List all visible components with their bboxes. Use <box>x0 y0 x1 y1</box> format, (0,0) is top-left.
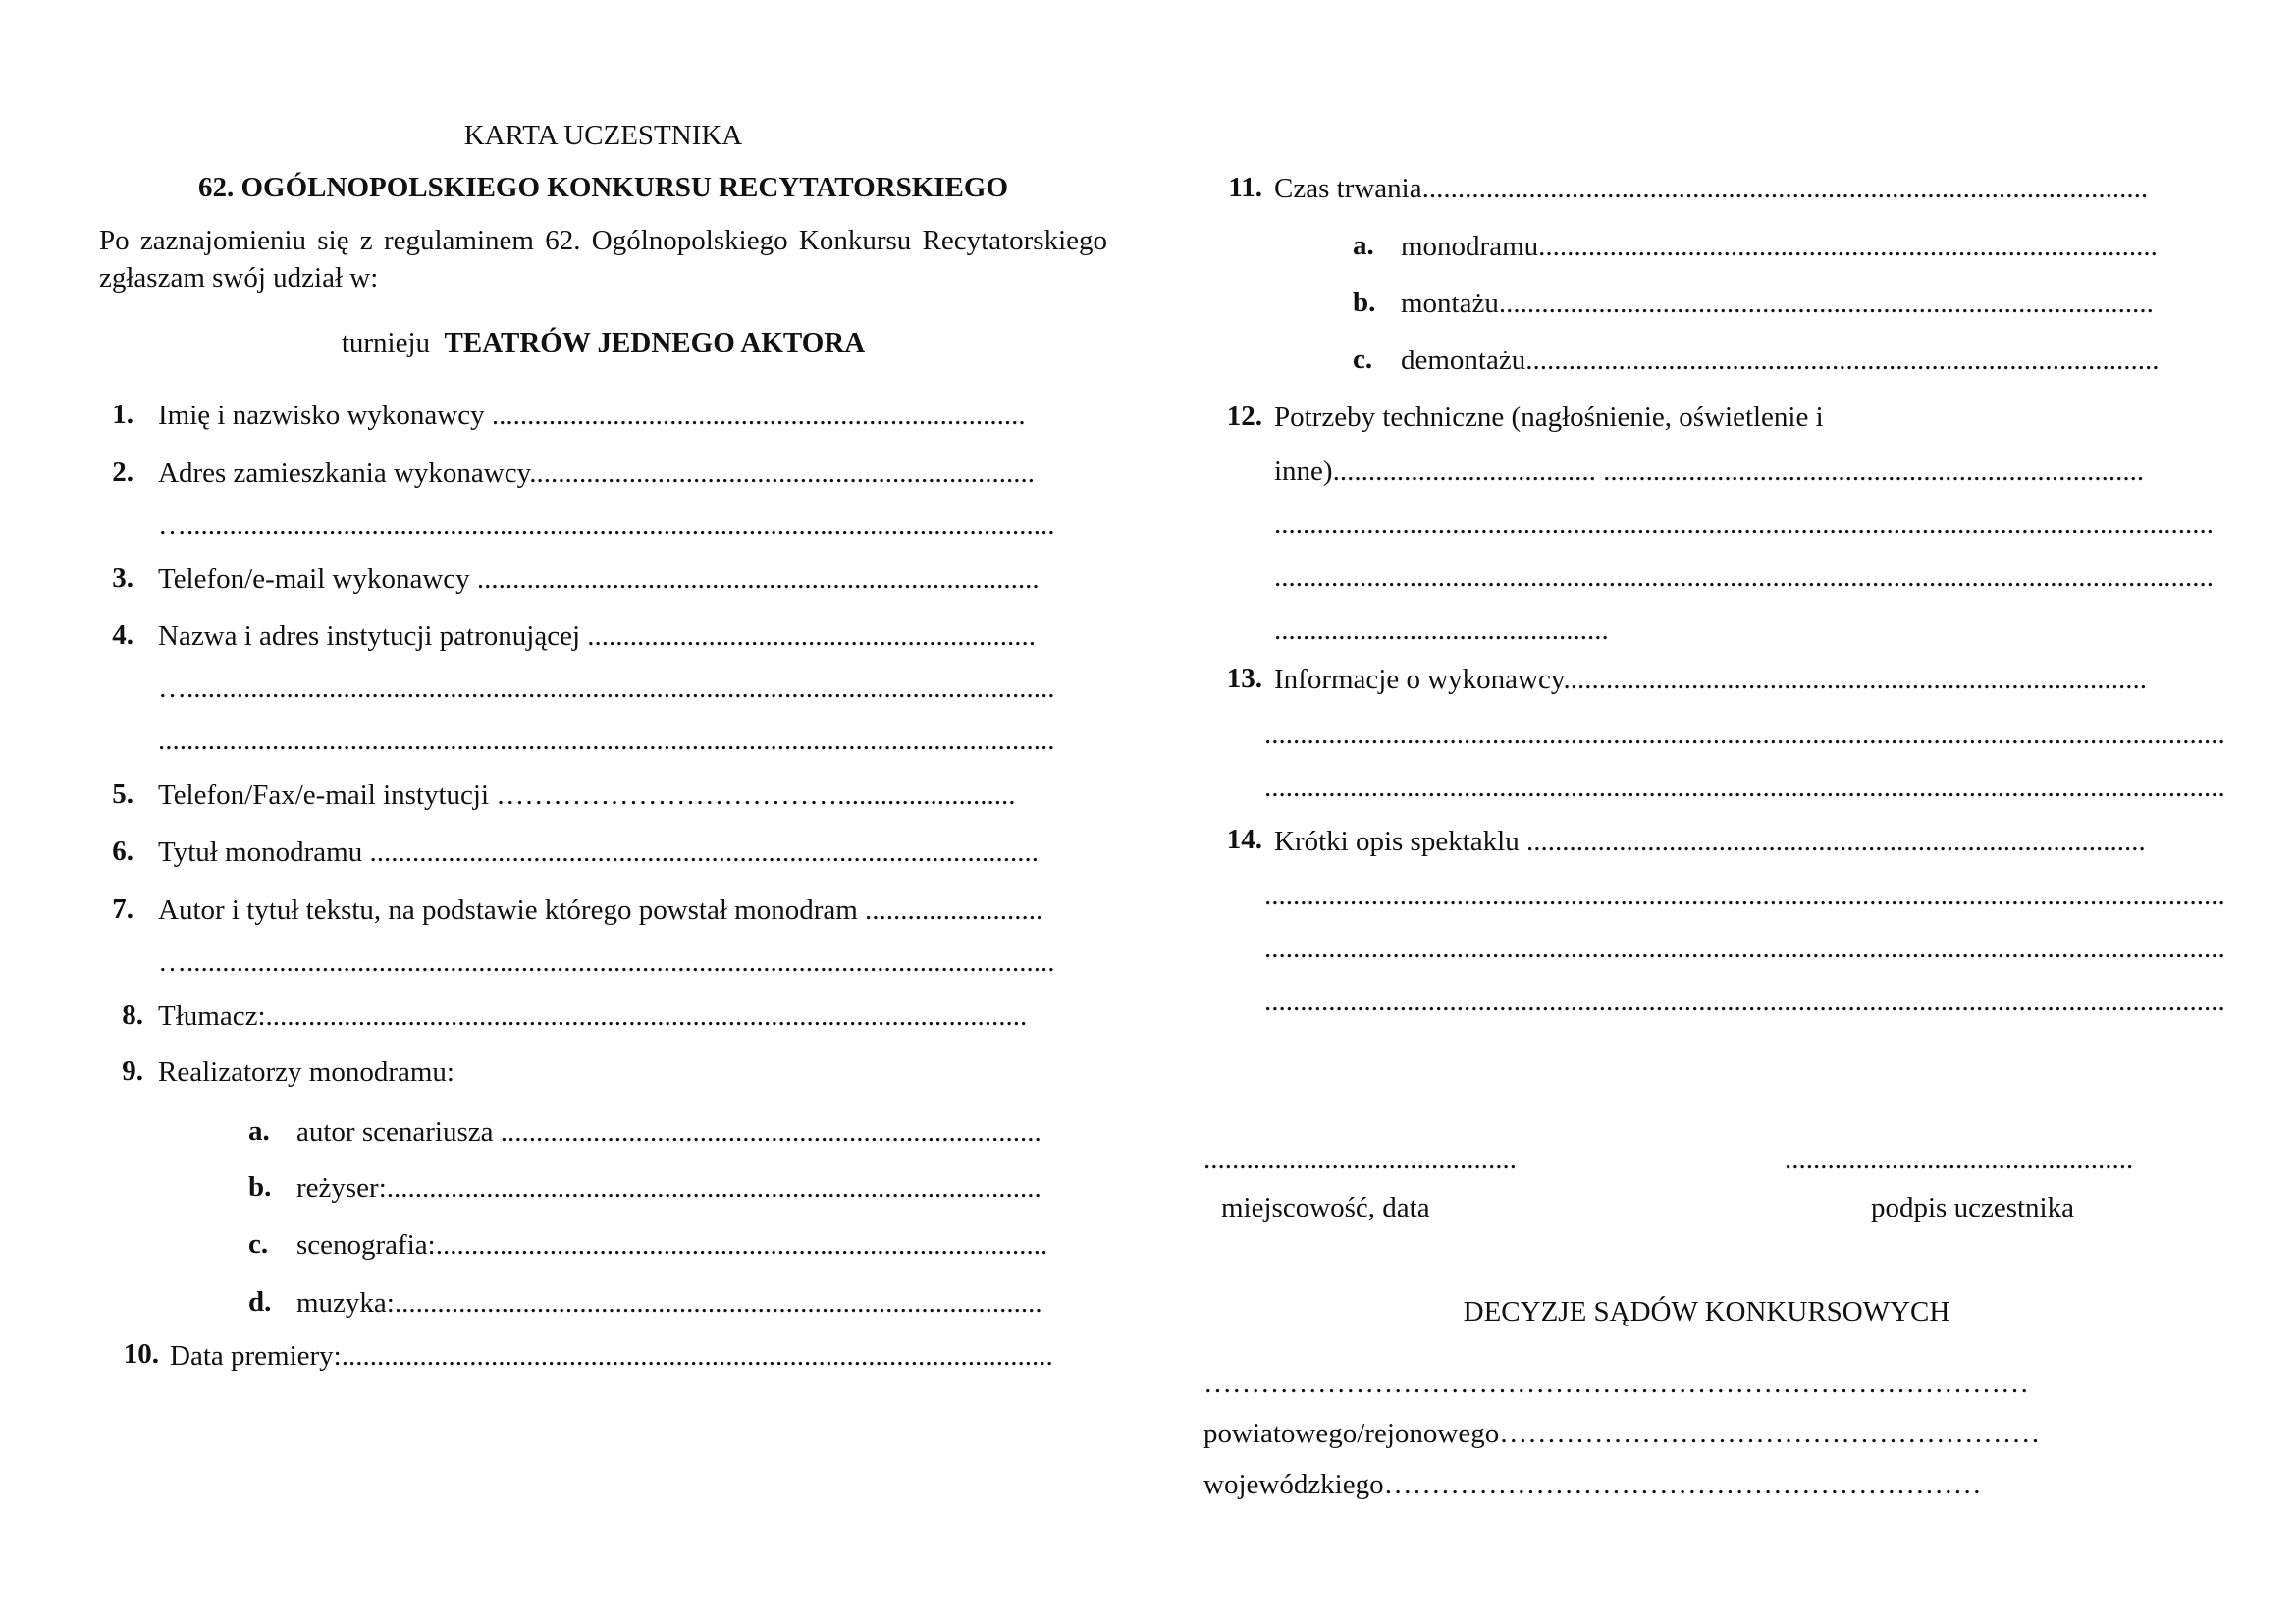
field-place-date[interactable]: ............................................ <box>1203 1144 1517 1175</box>
subitem-letter: c. <box>1353 344 1373 375</box>
field-institution-contact[interactable]: Telefon/Fax/e-mail instytucji ………………………………......................... <box>158 780 1016 811</box>
field-show-description-cont[interactable]: ....................................................................................................................................... <box>1264 986 2225 1017</box>
item-number: 11. <box>1228 172 1262 203</box>
subitem-letter: a. <box>248 1115 270 1147</box>
realizers-heading: Realizatorzy monodramu: <box>158 1056 454 1088</box>
decisions-title: DECYZJE SĄDÓW KONKURSOWYCH <box>1463 1296 1950 1327</box>
field-premiere-date[interactable]: Data premiery:.................................................................................................... <box>170 1340 1053 1372</box>
subitem-letter: b. <box>1353 287 1376 318</box>
field-participant-address[interactable]: Adres zamieszkania wykonawcy....................................................................... <box>158 458 1035 489</box>
field-translator[interactable]: Tłumacz:........................................................................................................... <box>158 1001 1028 1032</box>
item-number: 6. <box>112 836 133 867</box>
item-number: 5. <box>112 779 133 810</box>
item-number: 10. <box>123 1338 159 1370</box>
field-monodrama-title[interactable]: Tytuł monodramu .............................................................................................. <box>158 837 1039 868</box>
item-number: 7. <box>112 893 133 925</box>
field-duration-monodrama[interactable]: monodramu....................................................................................... <box>1401 231 2158 262</box>
subitem-letter: d. <box>248 1286 272 1318</box>
field-show-description-cont[interactable]: ....................................................................................................................................... <box>1264 933 2225 964</box>
field-decision-voivodeship[interactable]: wojewódzkiego……………………………………………………… <box>1203 1469 1982 1500</box>
item-number: 3. <box>112 563 133 594</box>
field-show-description[interactable]: Krótki opis spektaklu ....................................................................................... <box>1274 826 2146 857</box>
field-participant-contact[interactable]: Telefon/e-mail wykonawcy ............................................................................... <box>158 564 1040 595</box>
field-performer-info-cont[interactable]: ....................................................................................................................................... <box>1264 719 2225 750</box>
field-music[interactable]: muzyka:........................................................................................... <box>296 1287 1042 1319</box>
field-script-author[interactable]: autor scenariusza ............................................................................ <box>296 1116 1041 1148</box>
tournament-prefix: turnieju <box>341 327 431 358</box>
field-text-author-cont[interactable]: ….......................................................................................................................... <box>158 947 1055 978</box>
field-director[interactable]: reżyser:............................................................................................ <box>296 1172 1041 1204</box>
field-participant-address-cont[interactable]: ….......................................................................................................................... <box>158 510 1055 541</box>
field-signature[interactable]: ................................................. <box>1785 1144 2134 1175</box>
field-show-description-cont[interactable]: ....................................................................................................................................... <box>1264 880 2225 911</box>
field-decision-school[interactable]: …………………………………………………………………………… <box>1203 1368 2029 1399</box>
field-duration-teardown[interactable]: demontażu......................................................................................... <box>1401 345 2160 376</box>
field-performer-info[interactable]: Informacje o wykonawcy.................................................................................. <box>1274 664 2147 695</box>
field-decision-county[interactable]: powiatowego/rejonowego………………………………………………… <box>1203 1418 2041 1449</box>
item-number: 14. <box>1226 824 1262 855</box>
field-technical-needs-cont[interactable]: .................................................................................................................................... <box>1274 562 2214 593</box>
field-institution-cont[interactable]: .............................................................................................................................. <box>158 725 1055 756</box>
field-duration[interactable]: Czas trwania...................................................................................................... <box>1274 173 2149 204</box>
item-number: 2. <box>112 457 133 488</box>
item-number: 4. <box>112 620 133 651</box>
item-number: 1. <box>112 399 133 430</box>
item-number: 9. <box>122 1055 143 1087</box>
field-technical-needs-cont[interactable]: ............................................... <box>1274 615 1609 646</box>
field-duration-setup[interactable]: montażu............................................................................................ <box>1401 288 2154 319</box>
field-participant-name[interactable]: Imię i nazwisko wykonawcy ........................................................................... <box>158 400 1026 431</box>
field-scenography[interactable]: scenografia:...................................................................................... <box>296 1229 1048 1261</box>
intro-paragraph: Po zaznajomieniu się z regulaminem 62. Ogólnopolskiego Konkursu Recytatorskiego zgłaszam swój udział w: <box>99 225 1107 294</box>
item-number: 13. <box>1226 663 1262 694</box>
tournament-name: TEATRÓW JEDNEGO AKTORA <box>444 327 866 358</box>
subitem-letter: a. <box>1353 230 1374 261</box>
subitem-letter: c. <box>248 1228 269 1260</box>
form-title: KARTA UCZESTNIKA <box>463 120 743 151</box>
field-text-author[interactable]: Autor i tytuł tekstu, na podstawie którego powstał monodram ......................... <box>158 894 1043 926</box>
signature-label: podpis uczestnika <box>1871 1192 2074 1223</box>
field-performer-info-cont[interactable]: ....................................................................................................................................... <box>1264 772 2225 803</box>
contest-subtitle: 62. OGÓLNOPOLSKIEGO KONKURSU RECYTATORSKIEGO <box>197 172 1009 203</box>
field-institution-cont[interactable]: ….......................................................................................................................... <box>158 673 1055 704</box>
field-institution[interactable]: Nazwa i adres instytucji patronującej ............................................................... <box>158 621 1037 652</box>
item-number: 12. <box>1226 401 1262 432</box>
subitem-letter: b. <box>248 1171 272 1203</box>
field-technical-needs-cont[interactable]: inne)..................................... ............................................................................ <box>1274 456 2145 487</box>
place-date-label: miejscowość, data <box>1221 1192 1430 1223</box>
field-technical-needs[interactable]: Potrzeby techniczne (nagłośnienie, oświetlenie i <box>1274 402 1824 433</box>
item-number: 8. <box>122 1000 143 1031</box>
tournament-line <box>99 329 1107 357</box>
field-technical-needs-cont[interactable]: .................................................................................................................................... <box>1274 509 2214 540</box>
